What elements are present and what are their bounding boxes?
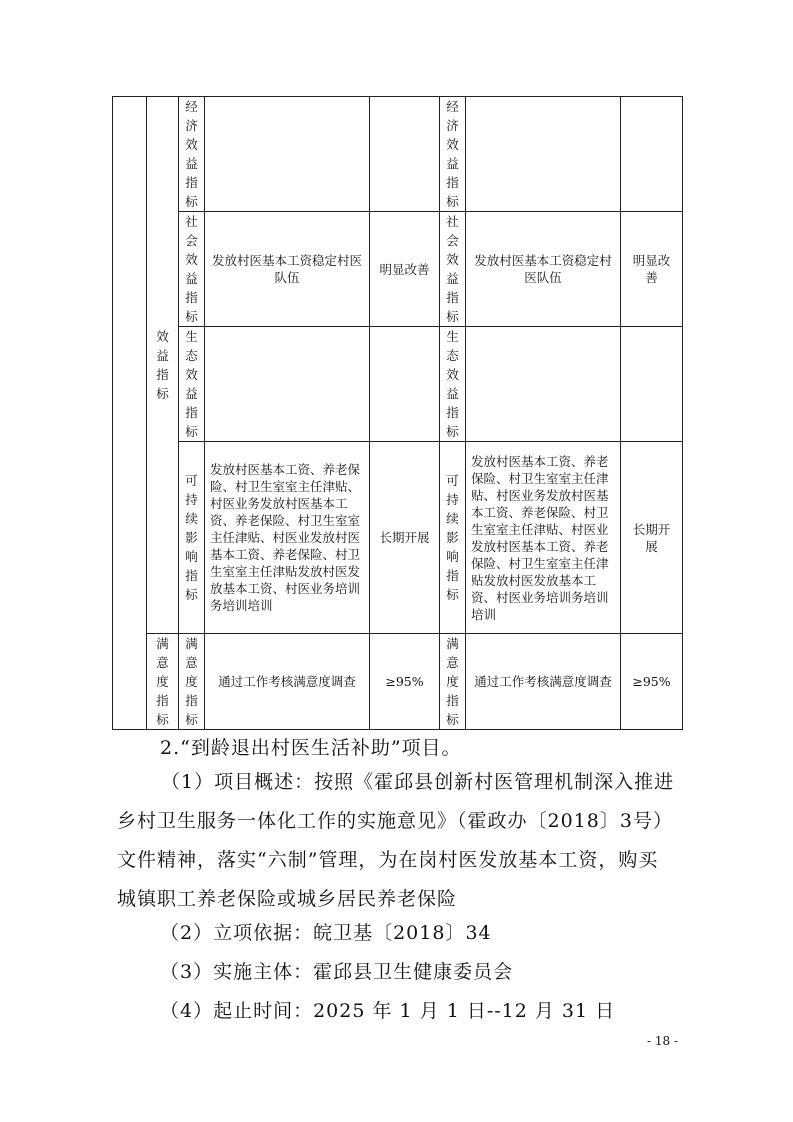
table-row: [113, 634, 683, 730]
indicator-name-cell: 满意度指标: [440, 634, 466, 730]
indicator-name-cell: 社会效益指标: [440, 212, 466, 327]
indicator-target-cell: [621, 327, 683, 442]
paragraph-basis: （2）立项依据：皖卫基〔2018〕34: [160, 922, 492, 944]
indicator-name-cell: 可持续影响指标: [179, 442, 205, 634]
indicator-name-cell: 经济效益指标: [179, 97, 205, 212]
indicator-content-cell: 发放村医基本工资、养老保险、村卫生室室主任津贴、村医业务发放村医基本工资、养老保险、村卫生室室主任津贴、村医业发放村医基本工资、养老保险、村卫生室室主任津贴发放村医发放基本工资、村医业务培训务培训培训: [205, 442, 370, 634]
paragraph-implementer: （3）实施主体：霍邱县卫生健康委员会: [160, 961, 514, 983]
paragraph-period: （4）起止时间：2025 年 1 月 1 日--12 月 31 日: [160, 1000, 616, 1022]
indicator-content-cell: [466, 327, 621, 442]
section-heading: 2.“到龄退出村医生活补助”项目。: [160, 737, 462, 759]
indicator-target-cell: 长期开展: [370, 442, 440, 634]
indicator-content-cell: 发放村医基本工资稳定村医队伍: [466, 212, 621, 327]
table-row: [113, 442, 683, 634]
indicator-target-cell: 长期开展: [621, 442, 683, 634]
indicator-target-cell: [370, 327, 440, 442]
table-row: [113, 212, 683, 327]
page-number: - 18 -: [646, 1034, 678, 1048]
indicator-name-cell: 生态效益指标: [440, 327, 466, 442]
indicator-content-cell: [466, 97, 621, 212]
indicator-content-cell: 发放村医基本工资、养老保险、村卫生室室主任津贴、村医业务发放村医基本工资、养老保险、村卫生室室主任津贴、村医业发放村医基本工资、养老保险、村卫生室室主任津贴发放村医发放基本工资、村医业务培训务培训培训: [466, 442, 621, 634]
indicator-target-cell: ≥95%: [621, 634, 683, 730]
category-cell-effect: 效益指标: [147, 97, 179, 634]
indicator-target-cell: ≥95%: [370, 634, 440, 730]
indicator-target-cell: [370, 97, 440, 212]
paragraph-overview: （1）项目概述：按照《霍邱县创新村医管理机制深入推进乡村卫生服务一体化工作的实施意见》（霍政办〔2018〕3号）文件精神，落实“六制”管理，为在岗村医发放基本工资，购买城镇职工养老保险或城乡居民养老保险: [117, 771, 675, 910]
indicator-name-cell: 满意度指标: [179, 634, 205, 730]
table-row: [113, 97, 683, 212]
indicator-name-cell: 可持续影响指标: [440, 442, 466, 634]
indicator-content-cell: 发放村医基本工资稳定村医队伍: [205, 212, 370, 327]
indicator-content-cell: 通过工作考核满意度调查: [205, 634, 370, 730]
indicator-name-cell: 经济效益指标: [440, 97, 466, 212]
category-cell-satisfaction: 满意度指标: [147, 634, 179, 730]
indicator-content-cell: [205, 97, 370, 212]
indicator-name-cell: 社会效益指标: [179, 212, 205, 327]
indicator-name-cell: 生态效益指标: [179, 327, 205, 442]
indicator-target-cell: 明显改善: [621, 212, 683, 327]
table-row: [113, 327, 683, 442]
table-blank-cell: [113, 97, 147, 730]
indicator-content-cell: [205, 327, 370, 442]
indicator-content-cell: 通过工作考核满意度调查: [466, 634, 621, 730]
indicator-target-cell: [621, 97, 683, 212]
indicator-target-cell: 明显改善: [370, 212, 440, 327]
performance-indicator-table: [112, 96, 683, 730]
